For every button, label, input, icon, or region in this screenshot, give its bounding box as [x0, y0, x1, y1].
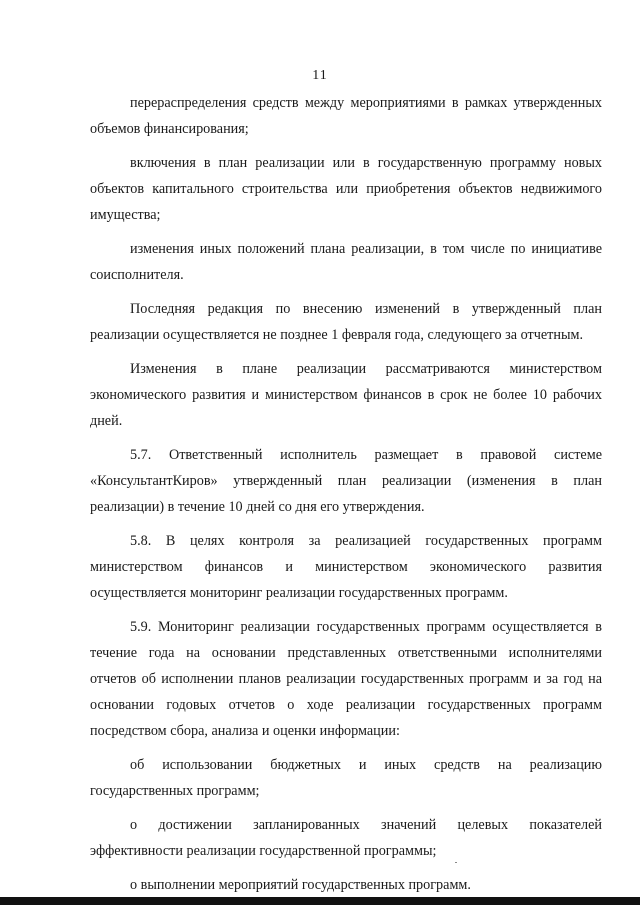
paragraph: Изменения в плане реализации рассматриваются министерством экономического развития и министерством финансов в срок не более 10 рабочих дней.: [90, 361, 602, 429]
document-body: [90, 90, 602, 906]
paragraph: о выполнении мероприятий государственных программ.: [130, 877, 471, 893]
scan-speck: [455, 862, 457, 863]
paragraph: 5.9. Мониторинг реализации государственных программ осуществляется в течение года на основании представленных ответственными исполнителями отчетов об исполнении планов реализации государственных программ и за год на основании годовых отчетов о ходе реализации государственных программ посредством сбора, анализа и оценки информации:: [90, 619, 602, 739]
scan-bottom-edge: [0, 897, 640, 905]
paragraph: изменения иных положений плана реализации, в том числе по инициативе соисполнителя.: [90, 241, 602, 283]
paragraph: включения в план реализации или в государственную программу новых объектов капитального строительства или приобретения объектов недвижимого имущества;: [90, 155, 602, 223]
paragraph: Последняя редакция по внесению изменений в утвержденный план реализации осуществляется не позднее 1 февраля года, следующего за отчетным.: [90, 301, 602, 343]
paragraph: перераспределения средств между мероприятиями в рамках утвержденных объемов финансирования;: [90, 95, 602, 137]
page-number: 11: [312, 68, 328, 83]
paragraph: 5.8. В целях контроля за реализацией государственных программ министерством финансов и министерством экономического развития осуществляется мониторинг реализации государственных программ.: [90, 533, 602, 601]
paragraph: об использовании бюджетных и иных средств на реализацию государственных программ;: [90, 757, 602, 799]
paragraph: 5.7. Ответственный исполнитель размещает в правовой системе «КонсультантКиров» утвержденный план реализации (изменения в план реализации) в течение 10 дней со дня его утверждения.: [90, 447, 602, 515]
paragraph: о достижении запланированных значений целевых показателей эффективности реализации государственной программы;: [90, 817, 602, 859]
